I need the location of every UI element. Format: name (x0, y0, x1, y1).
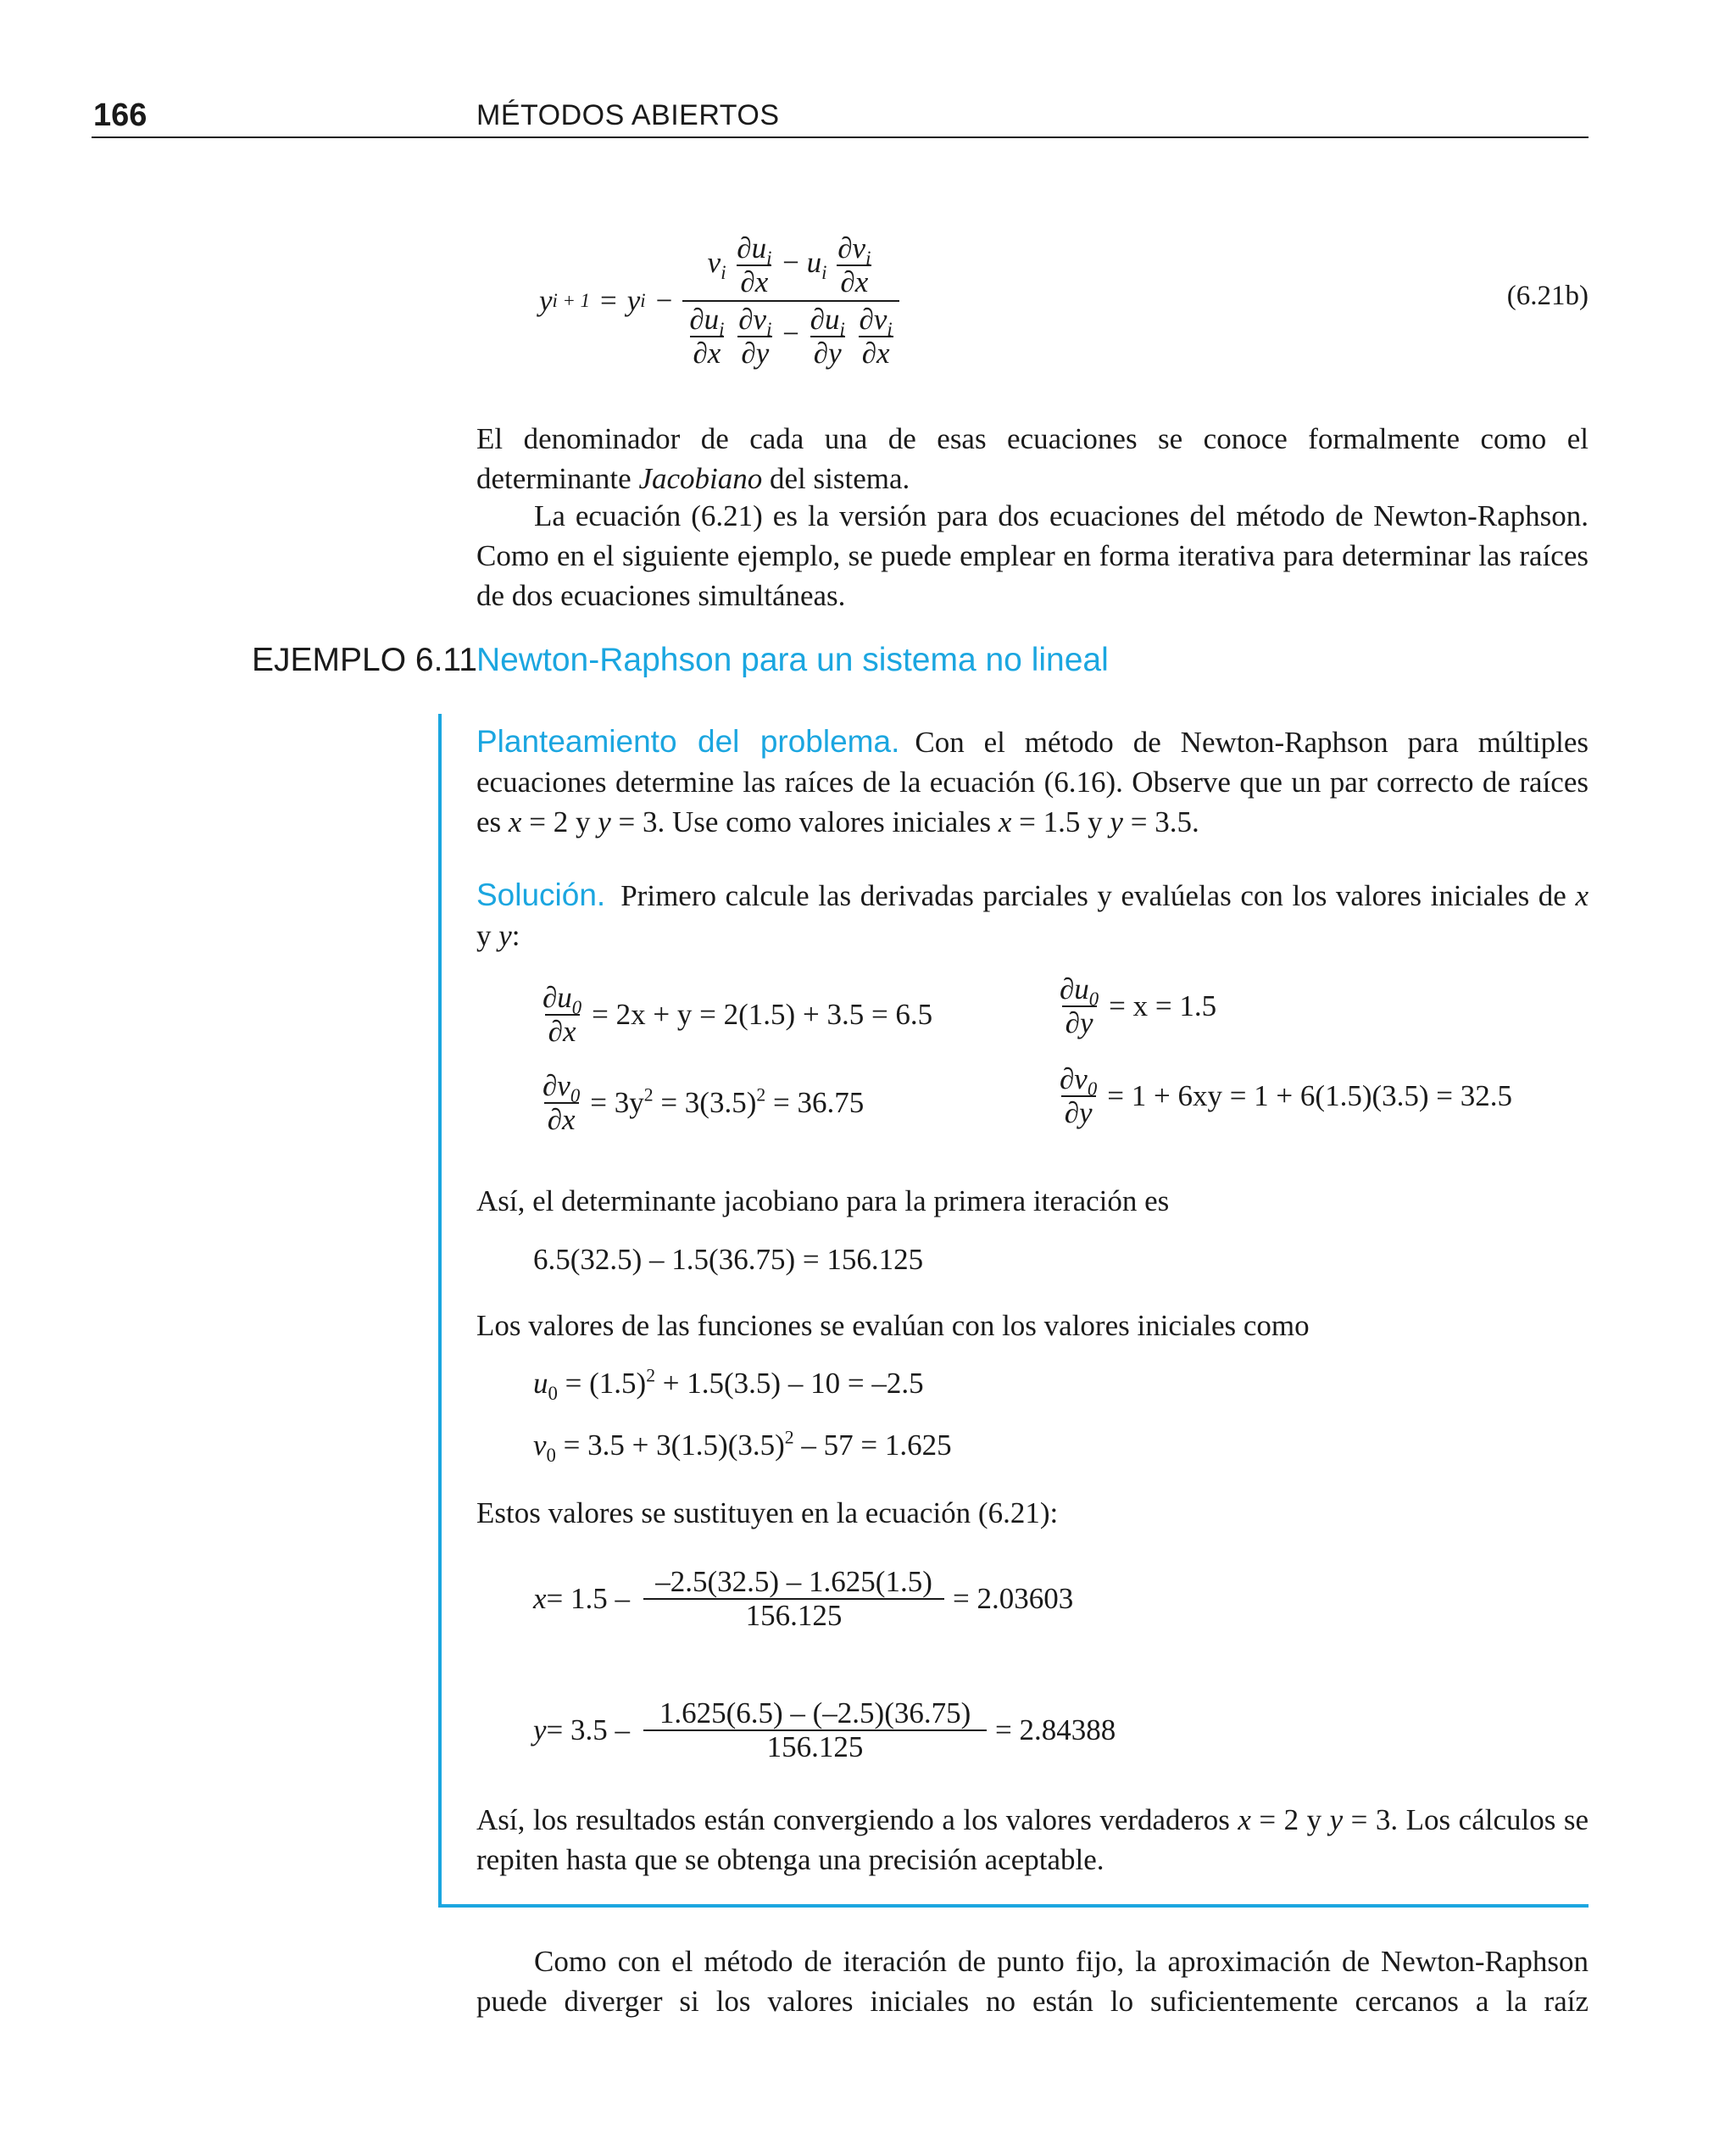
eq-text: – 57 = 1.625 (793, 1429, 952, 1462)
eq-du-dx (686, 304, 727, 370)
var-v: v (533, 1429, 547, 1462)
eq-text: + 1.5(3.5) – 10 = –2.5 (655, 1367, 924, 1400)
eq-v: v (753, 303, 767, 336)
running-head: MÉTODOS ABIERTOS (476, 99, 780, 131)
fraction-numerator: 1.625(6.5) – (–2.5)(36.75) (659, 1696, 971, 1729)
eq-y: y (828, 336, 842, 370)
conclusion-text: = 3. Los cálculos se repiten hasta que se obtenga una precisión aceptable. (476, 1803, 1589, 1876)
eq-dv-dy (735, 304, 775, 370)
partial-symbol: ∂ (840, 265, 855, 299)
eq-x: x (854, 265, 869, 299)
partial-symbol: ∂ (689, 303, 704, 336)
superscript: 2 (643, 1084, 654, 1106)
partial-symbol: ∂ (693, 336, 708, 370)
partial-symbol: ∂ (741, 336, 756, 370)
partial-symbol: ∂ (859, 303, 874, 336)
solution-heading: Solución. (476, 877, 606, 912)
eq-v0 (533, 1427, 952, 1466)
eq-u: u (704, 303, 720, 336)
deriv-du0-dy (1056, 973, 1216, 1039)
deriv-value: = 2x + y = 2(1.5) + 3.5 = 6.5 (592, 997, 933, 1031)
problem-text: = 1.5 y (1011, 805, 1110, 838)
paragraph-final: Como con el método de iteración de punto fijo, la aproximación de Newton-Raphson puede diverger si los valores iniciales no están lo suficientemente cercanos a la raíz (476, 1945, 1589, 2018)
eq-u: u (824, 303, 840, 336)
eq-sub-i: i (766, 318, 772, 340)
eq-u: u (806, 246, 822, 280)
problem-text: = 2 y (521, 805, 598, 838)
deriv-numerator: ∂v (1060, 1062, 1088, 1095)
deriv-numerator: ∂u (1060, 972, 1089, 1005)
eq-minus: − (782, 316, 799, 350)
paragraph-version: La ecuación (6.21) es la versión para dos ecuaciones del método de Newton-Raphson. Como en el siguiente ejemplo, se puede emplear en forma iterativa para determinar las raíces de dos ecuaciones simultáneas. (476, 499, 1589, 612)
subscript-0: 0 (546, 1444, 556, 1466)
eq-x: x (707, 336, 721, 370)
partial-symbol: ∂ (861, 336, 876, 370)
partial-symbol: ∂ (813, 336, 829, 370)
example-title: Newton-Raphson para un sistema no lineal (476, 642, 1109, 678)
equation-6-21b (539, 222, 899, 380)
partial-symbol: ∂ (737, 231, 752, 265)
eq-x: x (754, 265, 769, 299)
deriv-dv0-dy (1056, 1063, 1512, 1129)
eq-text: = 1.5 – (546, 1581, 631, 1615)
deriv-numerator: ∂v (542, 1069, 570, 1102)
paragraph-text: del sistema. (762, 462, 910, 495)
conclusion-text: Así, los resultados están convergiendo a los valores verdaderos (476, 1803, 1238, 1836)
header-rule (92, 136, 1589, 138)
deriv-numerator: ∂u (542, 981, 572, 1014)
partial-symbol: ∂ (810, 303, 825, 336)
var-x: x (998, 805, 1012, 838)
eq-y-update (533, 1697, 1116, 1763)
eq-lhs-sub: i + 1 (552, 290, 590, 311)
eq-v: v (873, 303, 887, 336)
eq-y: y (755, 336, 770, 370)
eq-result: = 2.84388 (995, 1713, 1116, 1746)
equation-tag: (6.21b) (1506, 281, 1589, 311)
eq-sub-i: i (839, 318, 845, 340)
var-y: y (533, 1713, 547, 1746)
example-label: EJEMPLO 6.11 (252, 642, 477, 678)
subscript-0: 0 (548, 1382, 558, 1404)
text-jacobian-iteration: Así, el determinante jacobiano para la primera iteración es (476, 1184, 1170, 1217)
eq-jacobian-value: 6.5(32.5) – 1.5(36.75) = 156.125 (533, 1243, 924, 1276)
eq-x-fraction (643, 1566, 944, 1632)
partial-symbol: ∂ (740, 265, 755, 299)
eq-text: = 3.5 – (546, 1713, 631, 1746)
var-y: y (598, 805, 611, 838)
var-x: x (1238, 1803, 1251, 1836)
deriv-value: = x = 1.5 (1109, 989, 1217, 1022)
deriv-du0-dx (539, 982, 932, 1048)
deriv-denominator: ∂x (544, 1102, 579, 1136)
eq-v: v (707, 246, 721, 280)
solution-text: Primero calcule las derivadas parciales y evalúelas con los valores iniciales de (620, 879, 1576, 912)
text-function-values: Los valores de las funciones se evalúan con los valores iniciales como (476, 1309, 1310, 1342)
eq-text: = (1.5) (557, 1367, 647, 1400)
var-x: x (508, 805, 522, 838)
eq-u: u (751, 231, 767, 265)
eq-main-numerator (704, 232, 878, 300)
partial-symbol: ∂ (738, 303, 754, 336)
eq-du-dy (807, 304, 849, 370)
eq-text: = 3.5 + 3(1.5)(3.5) (555, 1429, 785, 1462)
solution-intro (476, 875, 1589, 955)
deriv-value: = 1 + 6xy = 1 + 6(1.5)(3.5) = 32.5 (1107, 1078, 1513, 1112)
fraction-numerator: –2.5(32.5) – 1.625(1.5) (655, 1565, 932, 1598)
solution-text: : (511, 919, 520, 952)
problem-text: Con el método de Newton-Raphson para múltiples ecuaciones determine las raíces de la ecuación (6.16). Observe que un par correcto de raíces es (476, 726, 1589, 838)
deriv-sub0: 0 (1088, 988, 1099, 1010)
var-x: x (1575, 879, 1589, 912)
var-u: u (533, 1367, 548, 1400)
eq-v: v (852, 231, 866, 265)
deriv-sub0: 0 (570, 1084, 581, 1106)
eq-lhs-var: y (539, 284, 553, 317)
deriv-sub0: 0 (1087, 1078, 1098, 1100)
eq-minus: − (655, 284, 673, 317)
var-y: y (1329, 1803, 1344, 1836)
fraction-denominator: 156.125 (643, 1729, 987, 1763)
eq-du-dx (733, 232, 775, 298)
deriv-value: = 36.75 (765, 1085, 865, 1119)
problem-heading: Planteamiento del problema. (476, 724, 900, 759)
superscript: 2 (756, 1084, 766, 1106)
eq-main-denominator (682, 300, 899, 370)
conclusion (476, 1800, 1589, 1880)
deriv-denominator: ∂y (1062, 1005, 1097, 1039)
deriv-sub0: 0 (571, 996, 582, 1018)
problem-text: = 3. Use como valores iniciales (610, 805, 999, 838)
page-number: 166 (93, 97, 147, 133)
deriv-dv0-dx (539, 1070, 864, 1136)
eq-equals: = (599, 284, 617, 317)
var-y: y (1110, 805, 1123, 838)
eq-x: x (876, 336, 890, 370)
superscript: 2 (646, 1365, 656, 1386)
eq-sub-i: i (719, 318, 725, 340)
deriv-denominator: ∂y (1061, 1095, 1096, 1129)
eq-sub-i: i (766, 248, 772, 270)
eq-minus: − (782, 246, 799, 280)
eq-result: = 2.03603 (953, 1581, 1074, 1615)
var-x: x (533, 1581, 547, 1615)
var-y: y (498, 919, 512, 952)
paragraph-text: El denominador de cada una de esas ecuaciones se conoce formalmente como el determinante (476, 422, 1589, 495)
deriv-value: = 3(3.5) (653, 1085, 757, 1119)
eq-y-fraction (643, 1697, 987, 1763)
eq-rhs-var: y (626, 284, 641, 317)
superscript: 2 (784, 1427, 794, 1448)
example-box-bottom-border (438, 1904, 1589, 1908)
fraction-denominator: 156.125 (643, 1598, 944, 1632)
eq-dv-dx (856, 304, 896, 370)
eq-sub-i: i (821, 262, 827, 284)
eq-sub-i: i (721, 262, 726, 284)
eq-sub-i: i (887, 318, 893, 340)
eq-u0 (533, 1365, 924, 1404)
deriv-denominator: ∂x (545, 1014, 580, 1048)
eq-dv-dx (834, 232, 874, 298)
paragraph-jacobian (476, 419, 1589, 499)
problem-statement (476, 721, 1589, 842)
text-substitute: Estos valores se sustituyen en la ecuación (6.21): (476, 1496, 1059, 1529)
problem-text: = 3.5. (1122, 805, 1199, 838)
eq-main-fraction (682, 232, 899, 369)
solution-text: y (476, 919, 499, 952)
partial-symbol: ∂ (837, 231, 853, 265)
eq-x-update (533, 1566, 1073, 1632)
eq-sub-i: i (865, 248, 871, 270)
emphasis-jacobiano: Jacobiano (638, 462, 763, 495)
eq-rhs-sub: i (640, 290, 646, 311)
conclusion-text: = 2 y (1250, 1803, 1330, 1836)
example-box-left-border (438, 714, 442, 1908)
deriv-value: = 3y (590, 1085, 644, 1119)
